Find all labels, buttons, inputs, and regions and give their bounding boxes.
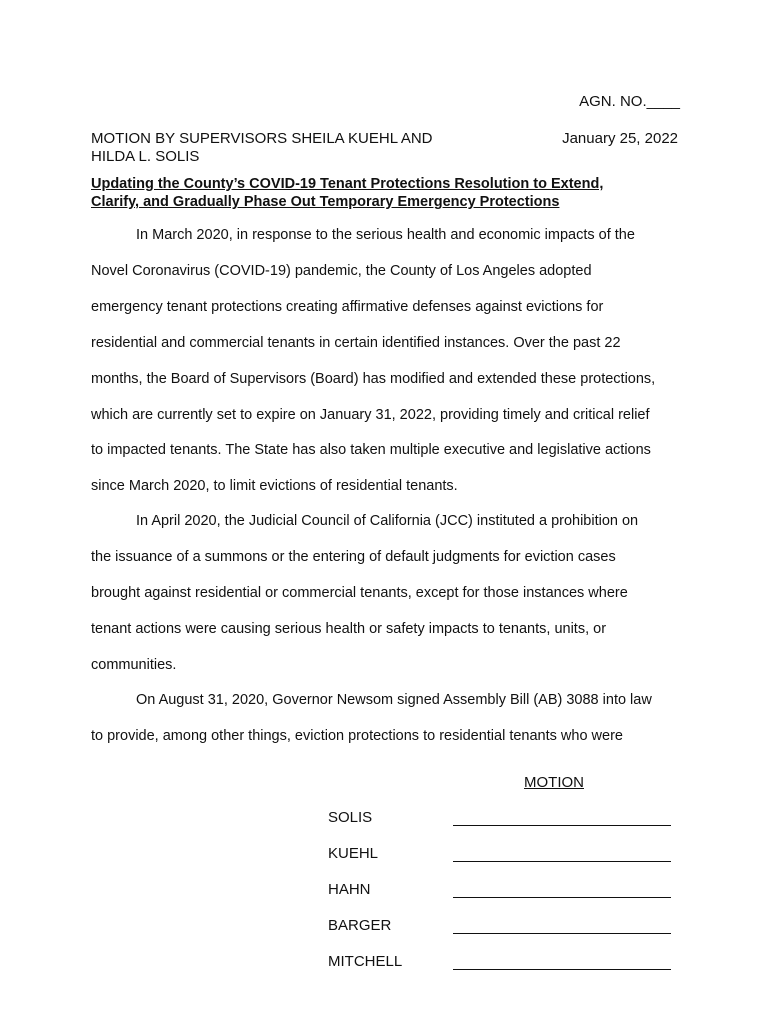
vote-member-name: BARGER	[328, 917, 392, 934]
motion-by-line-1: MOTION BY SUPERVISORS SHEILA KUEHL AND	[91, 130, 433, 147]
body-line: since March 2020, to limit evictions of residential tenants.	[91, 478, 458, 494]
vote-signature-line	[453, 933, 671, 934]
motion-title-line-2: Clarify, and Gradually Phase Out Temporary Emergency Protections	[91, 194, 560, 210]
body-line: brought against residential or commercial tenants, except for those instances where	[91, 585, 628, 601]
body-line: In March 2020, in response to the serious health and economic impacts of the	[136, 227, 635, 243]
vote-member-name: SOLIS	[328, 809, 373, 826]
body-line: to provide, among other things, eviction protections to residential tenants who were	[91, 728, 623, 744]
vote-signature-line	[453, 897, 671, 898]
body-line: months, the Board of Supervisors (Board) has modified and extended these protections,	[91, 371, 656, 387]
vote-header: MOTION	[524, 774, 584, 791]
vote-member-name: MITCHELL	[328, 953, 403, 970]
agenda-number: AGN. NO.____	[579, 93, 680, 110]
vote-signature-line	[453, 969, 671, 970]
motion-by	[91, 130, 433, 166]
body-line: communities.	[91, 657, 177, 673]
body-line: tenant actions were causing serious health or safety impacts to tenants, units, or	[91, 621, 607, 637]
vote-member-name: KUEHL	[328, 845, 379, 862]
motion-by-line-2: HILDA L. SOLIS	[91, 148, 200, 165]
motion-date: January 25, 2022	[562, 130, 678, 147]
motion-title	[91, 175, 691, 211]
body-line: which are currently set to expire on January 31, 2022, providing timely and critical relief	[91, 407, 650, 423]
body-line: In April 2020, the Judicial Council of California (JCC) instituted a prohibition on	[136, 513, 639, 529]
body-line: the issuance of a summons or the entering of default judgments for eviction cases	[91, 549, 616, 565]
vote-signature-line	[453, 825, 671, 826]
body-line: On August 31, 2020, Governor Newsom signed Assembly Bill (AB) 3088 into law	[136, 692, 652, 708]
body-line: residential and commercial tenants in certain identified instances. Over the past 22	[91, 335, 621, 351]
vote-signature-line	[453, 861, 671, 862]
body-line: to impacted tenants. The State has also taken multiple executive and legislative actions	[91, 442, 651, 458]
body-line: Novel Coronavirus (COVID-19) pandemic, the County of Los Angeles adopted	[91, 263, 592, 279]
body-line: emergency tenant protections creating affirmative defenses against evictions for	[91, 299, 604, 315]
vote-member-name: HAHN	[328, 881, 371, 898]
motion-title-line-1: Updating the County’s COVID-19 Tenant Protections Resolution to Extend,	[91, 176, 604, 192]
